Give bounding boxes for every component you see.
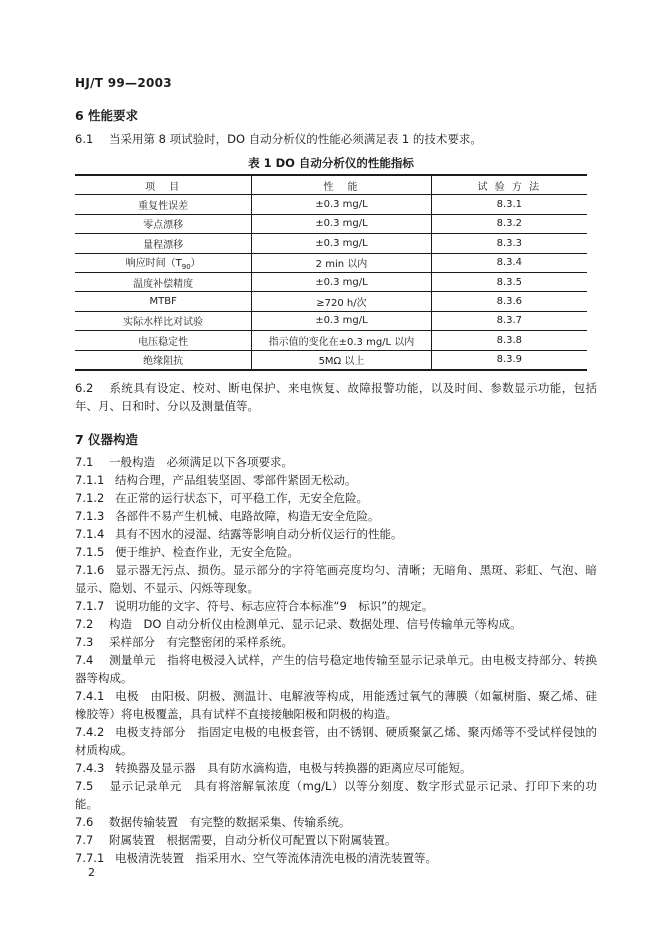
clause-number: 7.4	[75, 653, 94, 667]
table-row	[75, 214, 587, 233]
clause-7-2	[75, 615, 595, 633]
cell-method: 8.3.4	[431, 253, 587, 272]
clause-text: 一般构造 必须满足以下各项要求。	[109, 455, 293, 469]
clause-7-1-4	[75, 525, 595, 543]
clause-7-7	[75, 831, 595, 849]
clause-text: 电极支持部分 指固定电极的电极套管，由不锈钢、硬质聚氯乙烯、聚丙烯等不受试样侵蚀的材质构成。	[75, 725, 597, 757]
clause-number: 7.1.4	[75, 527, 105, 541]
clause-7-1-1	[75, 471, 595, 489]
clause-number: 7.1.5	[75, 545, 105, 559]
cell-method: 8.3.2	[431, 214, 587, 233]
clause-text: 转换器及显示器 具有防水滴构造，电极与转换器的距离应尽可能短。	[115, 761, 472, 775]
table-row	[75, 253, 587, 272]
cell-performance: ±0.3 mg/L	[252, 214, 431, 233]
cell-performance: ±0.3 mg/L	[252, 195, 431, 214]
cell-method: 8.3.3	[431, 234, 587, 253]
clause-number: 7.3	[75, 635, 94, 649]
clause-7-1-5	[75, 543, 595, 561]
cell-method: 8.3.9	[431, 350, 587, 370]
clause-7-4-1	[75, 687, 597, 723]
clause-number: 7.1.3	[75, 509, 105, 523]
clause-text: 电极 由阳极、阴极、测温计、电解液等构成，用能透过氧气的薄膜（如氟树脂、聚乙烯、硅橡胶等）将电极覆盖，具有试样不直接接触阳极和阴极的构造。	[75, 689, 597, 721]
page-number: 2	[88, 866, 95, 879]
paragraph-6-1	[75, 130, 595, 148]
clause-number: 7.1.6	[75, 563, 105, 577]
table-row	[75, 234, 587, 253]
cell-performance: ≥720 h/次	[252, 292, 431, 311]
cell-item	[75, 253, 252, 272]
table-row	[75, 311, 587, 330]
cell-performance: ±0.3 mg/L	[252, 234, 431, 253]
table-caption: 表 1 DO 自动分析仪的性能指标	[248, 156, 414, 170]
table-row	[75, 331, 587, 350]
clause-text: 显示器无污点、损伤。显示部分的字符笔画亮度均匀、清晰；无暗角、黑斑、彩虹、气泡、暗显示、隐划、不显示、闪烁等现象。	[75, 563, 597, 595]
clause-number: 7.1.1	[75, 473, 105, 487]
table-row	[75, 292, 587, 311]
clause-7-1-7	[75, 597, 595, 615]
clause-number: 7.4.2	[75, 725, 105, 739]
clause-text: 说明功能的文字、符号、标志应符合本标准“9 标识”的规定。	[115, 599, 434, 613]
cell-method: 8.3.5	[431, 272, 587, 291]
column-header-test-method: 试 验 方 法	[431, 175, 587, 195]
clause-text: 采样部分 有完整密闭的采样系统。	[109, 635, 293, 649]
column-header-performance: 性 能	[252, 175, 431, 195]
cell-method: 8.3.6	[431, 292, 587, 311]
clause-7-7-1	[75, 849, 595, 867]
clause-text: 构造 DO 自动分析仪由检测单元、显示记录、数据处理、信号传输单元等构成。	[109, 617, 522, 631]
clause-7-1-6	[75, 561, 597, 597]
item-text: 响应时间（T	[125, 258, 182, 270]
clause-7-6	[75, 813, 595, 831]
cell-item: MTBF	[75, 292, 252, 311]
clause-number: 7.4.3	[75, 761, 105, 775]
cell-item: 零点漂移	[75, 214, 252, 233]
cell-performance: ±0.3 mg/L	[252, 272, 431, 291]
clause-text: 各部件不易产生机械、电路故障，构造无安全危险。	[115, 509, 380, 523]
clause-7-5	[75, 777, 597, 813]
clause-number: 7.7.1	[75, 851, 105, 865]
clause-number: 6.1	[75, 132, 94, 146]
cell-method: 8.3.8	[431, 331, 587, 350]
cell-item: 绝缘阻抗	[75, 350, 252, 370]
cell-item: 实际水样比对试验	[75, 311, 252, 330]
section-7-title: 7 仪器构造	[75, 432, 139, 447]
clause-7-1-2	[75, 489, 595, 507]
clause-7-4-2	[75, 723, 597, 759]
cell-performance: 指示值的变化在±0.3 mg/L 以内	[252, 331, 431, 350]
table-header-row	[75, 175, 587, 195]
clause-number: 7.1	[75, 455, 94, 469]
clause-number: 6.2	[75, 381, 94, 395]
clause-7-1	[75, 453, 595, 471]
performance-table	[75, 174, 587, 371]
column-header-item: 项 目	[75, 175, 252, 195]
table-row	[75, 350, 587, 370]
clause-7-3	[75, 633, 595, 651]
cell-performance: 2 min 以内	[252, 253, 431, 272]
item-suffix: ）	[190, 258, 201, 270]
table-row	[75, 195, 587, 214]
clause-text: 结构合理，产品组装坚固、零部件紧固无松动。	[115, 473, 357, 487]
paragraph-6-2	[75, 379, 597, 415]
clause-number: 7.7	[75, 833, 94, 847]
cell-item: 电压稳定性	[75, 331, 252, 350]
clause-text: 当采用第 8 项试验时，DO 自动分析仪的性能必须满足表 1 的技术要求。	[109, 132, 482, 146]
standard-code: HJ/T 99—2003	[75, 76, 172, 90]
clause-number: 7.5	[75, 779, 94, 793]
item-subscript: 90	[181, 263, 191, 272]
clause-number: 7.2	[75, 617, 94, 631]
clause-7-4	[75, 651, 597, 687]
clause-number: 7.1.2	[75, 491, 105, 505]
clause-7-1-3	[75, 507, 595, 525]
clause-text: 数据传输装置 有完整的数据采集、传输系统。	[109, 815, 351, 829]
cell-method: 8.3.1	[431, 195, 587, 214]
cell-method: 8.3.7	[431, 311, 587, 330]
cell-performance: 5MΩ 以上	[252, 350, 431, 370]
cell-performance: ±0.3 mg/L	[252, 311, 431, 330]
clause-text: 附属装置 根据需要，自动分析仪可配置以下附属装置。	[109, 833, 397, 847]
cell-item: 重复性误差	[75, 195, 252, 214]
cell-item: 温度补偿精度	[75, 272, 252, 291]
clause-text: 系统具有设定、校对、断电保护、来电恢复、故障报警功能，以及时间、参数显示功能，包括年、月、日和时、分以及测量值等。	[75, 381, 597, 413]
clause-text: 测量单元 指将电极浸入试样，产生的信号稳定地传输至显示记录单元。由电极支持部分、转换器等构成。	[75, 653, 597, 685]
clause-text: 电极清洗装置 指采用水、空气等流体清洗电极的清洗装置等。	[115, 851, 437, 865]
clause-text: 在正常的运行状态下，可平稳工作，无安全危险。	[115, 491, 368, 505]
clause-text: 具有不因水的浸湿、结露等影响自动分析仪运行的性能。	[115, 527, 403, 541]
clause-number: 7.1.7	[75, 599, 105, 613]
cell-item: 量程漂移	[75, 234, 252, 253]
table-row	[75, 272, 587, 291]
clause-number: 7.6	[75, 815, 94, 829]
clause-text: 便于维护、检查作业，无安全危险。	[115, 545, 299, 559]
clause-7-4-3	[75, 759, 595, 777]
clause-text: 显示记录单元 具有将溶解氧浓度（mg/L）以等分刻度、数字形式显示记录、打印下来的功能。	[75, 779, 597, 811]
clause-number: 7.4.1	[75, 689, 105, 703]
section-6-title: 6 性能要求	[75, 108, 139, 123]
